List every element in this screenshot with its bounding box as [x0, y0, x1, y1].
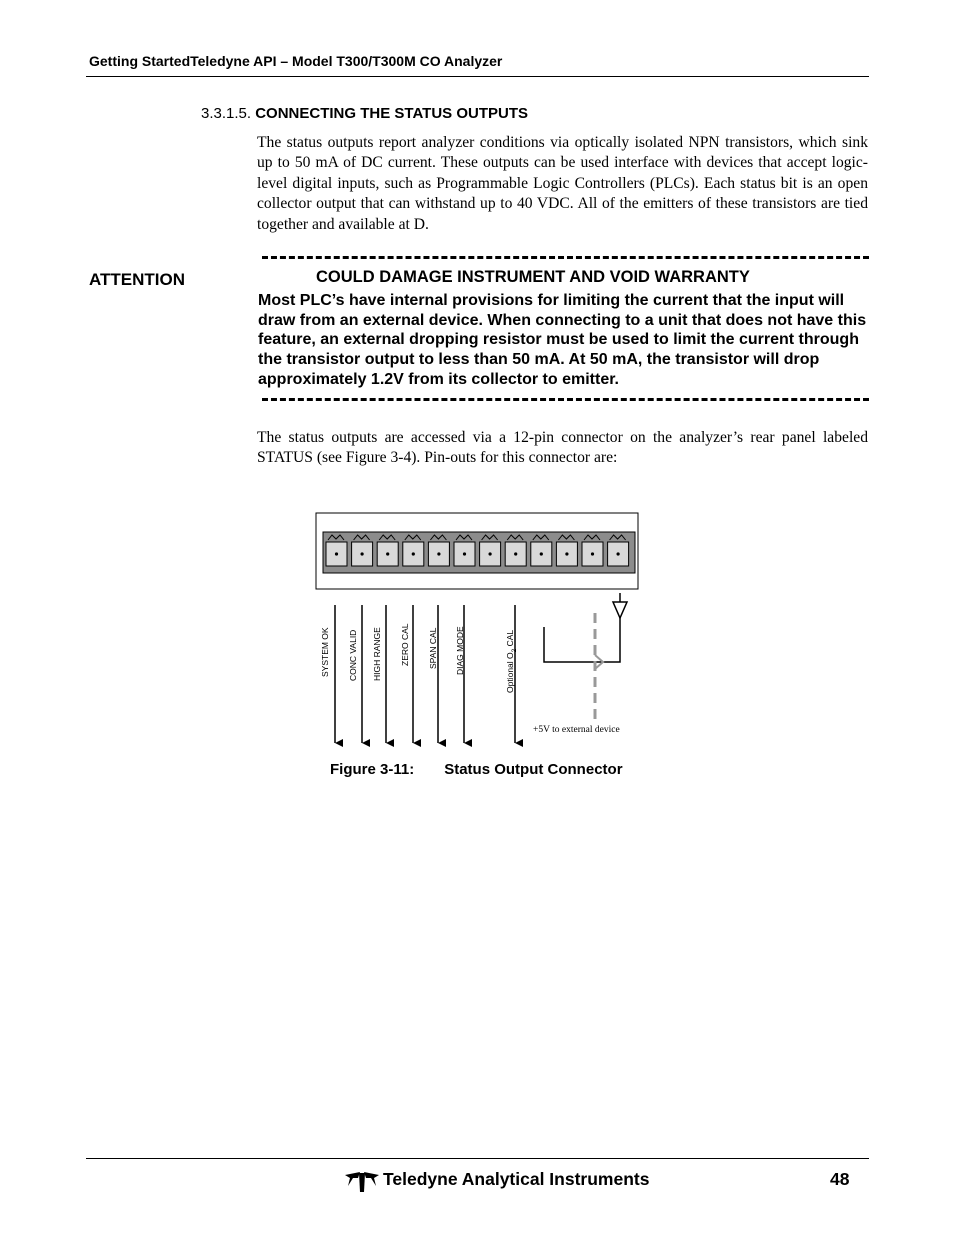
warning-top-rule: [262, 256, 869, 259]
access-paragraph: The status outputs are accessed via a 12-pin connector on the analyzer’s rear panel labeled STATUS (see Figure 3-4). Pin-outs for this connector are:: [257, 429, 868, 467]
intro-paragraph: The status outputs report analyzer conditions via optically isolated NPN transistors, which sink up to 50 mA of DC current. These outputs can be used interface with devices that accept logic-level digital inputs, such as Programmable Logic Controllers (PLCs). Each status bit is an open collector output that can withstand up to 40 VDC. All of the emitters of these transistors are tied together and available at D.: [257, 134, 868, 233]
pin-contact: [386, 552, 389, 555]
section-number: 3.3.1.5.: [201, 105, 252, 122]
label-high-range: HIGH RANGE: [372, 627, 382, 681]
label-span-cal: SPAN CAL: [428, 627, 438, 669]
attention-label: ATTENTION: [89, 270, 186, 289]
label-optional-prefix: Optional O: [505, 652, 515, 693]
section-heading: [201, 105, 528, 122]
pin-contact: [361, 552, 364, 555]
footer-rule: [86, 1158, 869, 1159]
label-zero-cal: ZERO CAL: [400, 623, 410, 666]
supply-label: +5V to external device: [533, 725, 620, 735]
figure-caption: [330, 761, 623, 778]
header-rule: [86, 76, 869, 77]
pin-contact: [514, 552, 517, 555]
pin-contact: [540, 552, 543, 555]
warning-body: Most PLC’s have internal provisions for limiting the current that the input will draw from an external device. When connecting to a unit that does not have this feature, an external dropping resistor must be used to limit the current through the transistor output to less than 50 mA. At 50 mA, the transistor will drop approximately 1.2V from its collector to emitter.: [258, 292, 867, 388]
label-diag-mode: DIAG MODE: [455, 626, 465, 675]
warning-bottom-rule: [262, 398, 869, 401]
pin-contact: [565, 552, 568, 555]
status-output-connector-figure: [300, 505, 650, 755]
pin-contact: [335, 552, 338, 555]
figure-title: Status Output Connector: [444, 761, 623, 778]
label-optional-subscript: 2: [511, 648, 518, 653]
section-title: CONNECTING THE STATUS OUTPUTS: [255, 105, 528, 122]
external-load-wire: [544, 617, 620, 662]
teledyne-logo-icon: [344, 1170, 380, 1194]
external-circuit: [544, 593, 627, 723]
pin-contact: [463, 552, 466, 555]
signal-lines: [335, 605, 515, 743]
figure-number: Figure 3-11:: [330, 761, 415, 778]
page-number: 48: [830, 1169, 850, 1189]
pin-contact: [489, 552, 492, 555]
pin-contact: [617, 552, 620, 555]
label-optional-suffix: CAL: [505, 629, 515, 649]
label-system-ok: SYSTEM OK: [320, 627, 330, 677]
footer-company: Teledyne Analytical Instruments: [383, 1169, 650, 1189]
pin-contact: [437, 552, 440, 555]
signal-labels: [320, 623, 518, 693]
pin-contact: [412, 552, 415, 555]
ground-symbol-icon: [613, 602, 627, 618]
running-header: Getting StartedTeledyne API – Model T300/T300M CO Analyzer: [89, 53, 503, 69]
label-optional-o2-cal: [505, 630, 518, 693]
pin-contact: [591, 552, 594, 555]
warning-title: COULD DAMAGE INSTRUMENT AND VOID WARRANTY: [316, 268, 750, 286]
label-conc-valid: CONC VALID: [348, 629, 358, 681]
